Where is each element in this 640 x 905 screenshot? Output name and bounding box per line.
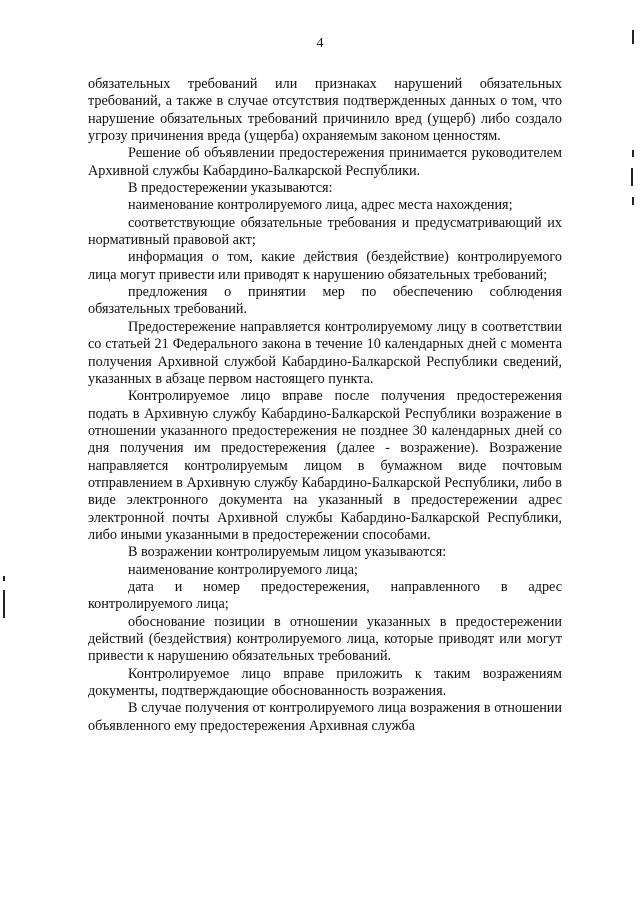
paragraph: Контролируемое лицо вправе приложить к таким возражениям документы, подтверждающие обоснованность возражения. — [88, 665, 562, 700]
scan-edge-mark — [632, 30, 634, 44]
page-number: 4 — [316, 36, 324, 51]
document-body — [88, 76, 562, 735]
scan-edge-mark — [632, 197, 634, 205]
paragraph: обязательных требований или признаках нарушений обязательных требований, а также в случае отсутствия подтвержденных данных о том, что нарушение обязательных требований причинило вред (ущерб) либо создало угрозу причинения вреда (ущерба) охраняемым законом ценностям. — [88, 76, 562, 145]
scan-edge-mark — [3, 590, 5, 618]
scan-edge-mark — [632, 150, 634, 157]
paragraph: Контролируемое лицо вправе после получения предостережения подать в Архивную службу Кабардино-Балкарской Республики возражение в отношении указанного предостережения не позднее 30 календарных дней со дня получения им предостережения (далее - возражение). Возражение направляется контролируемым лицом в бумажном виде почтовым отправлением в Архивную службу Кабардино-Балкарской Республики, либо в виде электронного документа на указанный в предостережении адрес электронной почты Архивной службы Кабардино-Балкарской Республики, либо иными указанными в предостережении способами. — [88, 388, 562, 543]
paragraph: дата и номер предостережения, направленного в адрес контролируемого лица; — [88, 578, 562, 613]
paragraph: наименование контролируемого лица, адрес места нахождения; — [128, 197, 513, 214]
paragraph: Предостережение направляется контролируемому лицу в соответствии со статьей 21 Федерального закона в течение 10 календарных дней с момента получения Архивной службой Кабардино-Балкарской Республики сведений, указанных в абзаце первом настоящего пункта. — [88, 318, 562, 387]
paragraph: предложения о принятии мер по обеспечению соблюдения обязательных требований. — [88, 284, 562, 318]
paragraph: В предостережении указываются: — [128, 180, 333, 197]
paragraph: информация о том, какие действия (бездействие) контролируемого лица могут привести или приводят к нарушению обязательных требований; — [88, 249, 562, 283]
paragraph: обоснование позиции в отношении указанных в предостережении действий (бездействия) контролируемого лица, которые приводят или могут привести к нарушению обязательных требований. — [88, 613, 562, 665]
paragraph: В случае получения от контролируемого лица возражения в отношении объявленного ему предостережения Архивная служба — [88, 700, 562, 734]
paragraph: Решение об объявлении предостережения принимается руководителем Архивной службы Кабардино-Балкарской Республики. — [88, 145, 562, 179]
scan-edge-mark — [631, 168, 633, 186]
scan-edge-mark — [3, 576, 5, 581]
paragraph: В возражении контролируемым лицом указываются: — [128, 544, 447, 561]
paragraph: наименование контролируемого лица; — [128, 561, 358, 578]
paragraph: соответствующие обязательные требования и предусматривающий их нормативный правовой акт; — [88, 214, 562, 249]
